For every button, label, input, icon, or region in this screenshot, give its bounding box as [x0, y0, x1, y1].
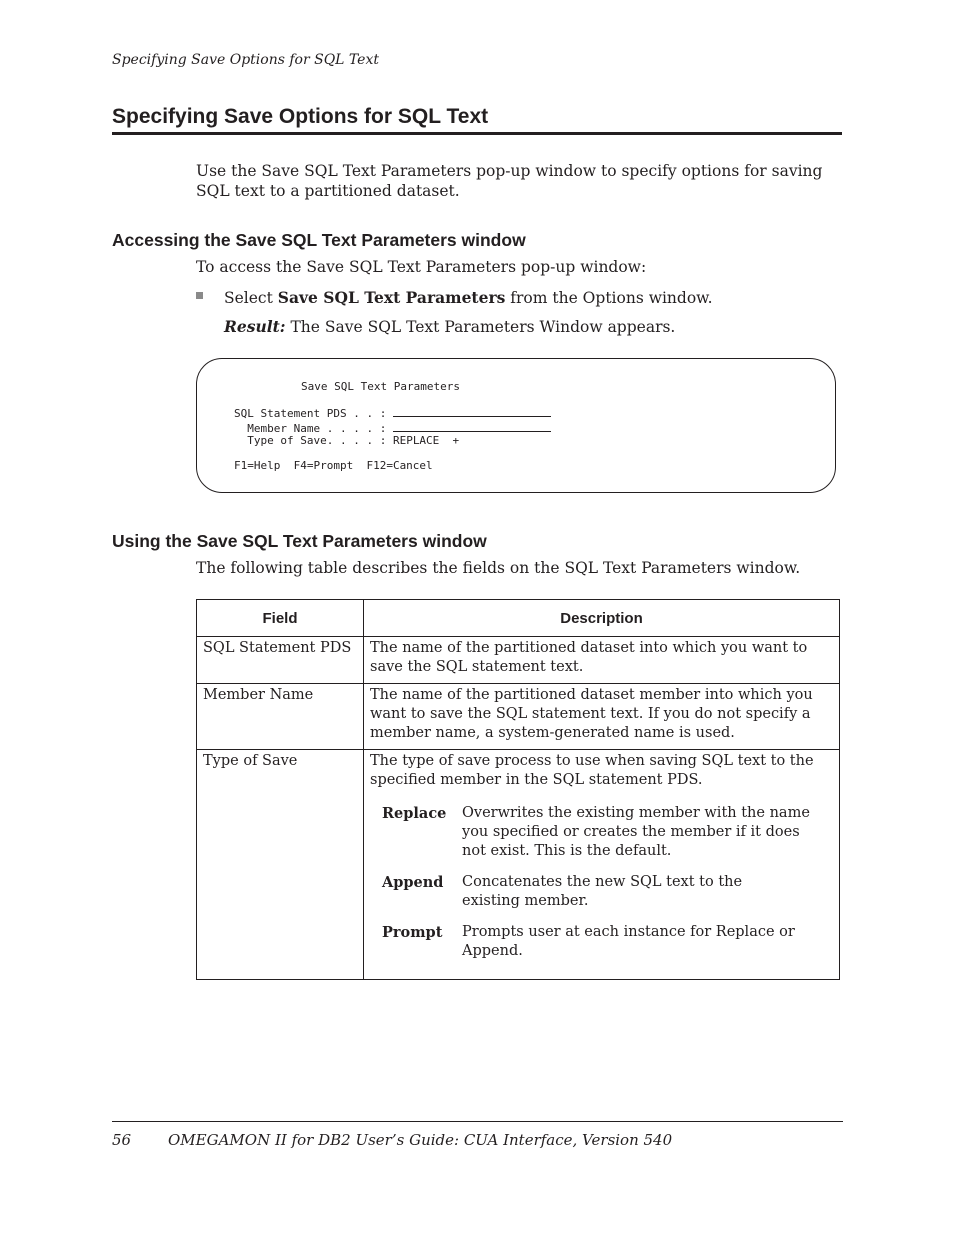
field-cell: Member Name — [197, 684, 364, 750]
screen-function-keys: F1=Help F4=Prompt F12=Cancel — [234, 459, 433, 472]
section-heading-using: Using the Save SQL Text Parameters window — [112, 531, 487, 551]
field-cell: Type of Save — [197, 750, 364, 980]
result-line — [224, 317, 675, 336]
intro-paragraph: Use the Save SQL Text Parameters pop-up window to specify options for saving SQL text to a partitioned dataset. — [196, 162, 823, 200]
option-row — [370, 873, 833, 911]
footer-title: OMEGAMON II for DB2 User’s Guide: CUA Interface, Version 540 — [168, 1131, 673, 1149]
description-cell: The name of the partitioned dataset into which you want to save the SQL statement text. — [364, 637, 840, 684]
bullet-prefix: Select — [224, 289, 278, 307]
option-description: Prompts user at each instance for Replace or Append. — [462, 924, 795, 959]
screen-title: Save SQL Text Parameters — [301, 380, 460, 393]
section-heading-accessing: Accessing the Save SQL Text Parameters window — [112, 230, 526, 250]
access-lead-text: To access the Save SQL Text Parameters pop-up window: — [196, 258, 647, 276]
bullet-marker — [196, 292, 203, 299]
option-description: Overwrites the existing member with the name you specified or creates the member if it does not exist. This is the default. — [462, 805, 810, 859]
page-title: Specifying Save Options for SQL Text — [112, 105, 489, 128]
member-name-input[interactable] — [393, 421, 551, 432]
bullet-suffix: from the Options window. — [505, 289, 713, 307]
bullet-item — [224, 288, 713, 307]
screen-panel — [234, 381, 551, 473]
option-description: Concatenates the new SQL text to the existing member. — [462, 874, 743, 909]
screen-field-member-name: Member Name . . . . : — [247, 421, 393, 435]
table-row — [197, 637, 840, 684]
running-header: Specifying Save Options for SQL Text — [112, 52, 379, 68]
option-name: Append — [382, 874, 444, 891]
sql-pds-input[interactable] — [393, 406, 551, 417]
result-text: The Save SQL Text Parameters Window appears. — [285, 318, 676, 336]
table-header-row — [197, 600, 840, 637]
screen-field-type-of-save: Type of Save. . . . : REPLACE + — [247, 434, 460, 447]
page-number: 56 — [112, 1131, 132, 1149]
table-row — [197, 684, 840, 750]
option-row — [370, 923, 833, 961]
footer-rule — [112, 1121, 843, 1122]
description-text: The type of save process to use when saving SQL text to the specified member in the SQL statement PDS. — [370, 753, 814, 788]
title-rule — [112, 132, 842, 135]
screen-field-sql-pds: SQL Statement PDS . . : — [234, 407, 393, 420]
using-lead-text: The following table describes the fields on the SQL Text Parameters window. — [196, 559, 801, 577]
description-cell: The name of the partitioned dataset member into which you want to save the SQL statement text. If you do not specify a member name, a system-generated name is used. — [364, 684, 840, 750]
column-header-field: Field — [197, 600, 364, 637]
table-row — [197, 750, 840, 980]
fields-table — [196, 599, 840, 980]
result-label: Result: — [224, 317, 286, 336]
bullet-bold-term: Save SQL Text Parameters — [277, 288, 506, 307]
field-cell: SQL Statement PDS — [197, 637, 364, 684]
option-row — [370, 804, 833, 861]
column-header-description: Description — [364, 600, 840, 637]
option-name: Replace — [382, 805, 447, 822]
description-cell — [364, 750, 840, 980]
option-name: Prompt — [382, 924, 443, 941]
